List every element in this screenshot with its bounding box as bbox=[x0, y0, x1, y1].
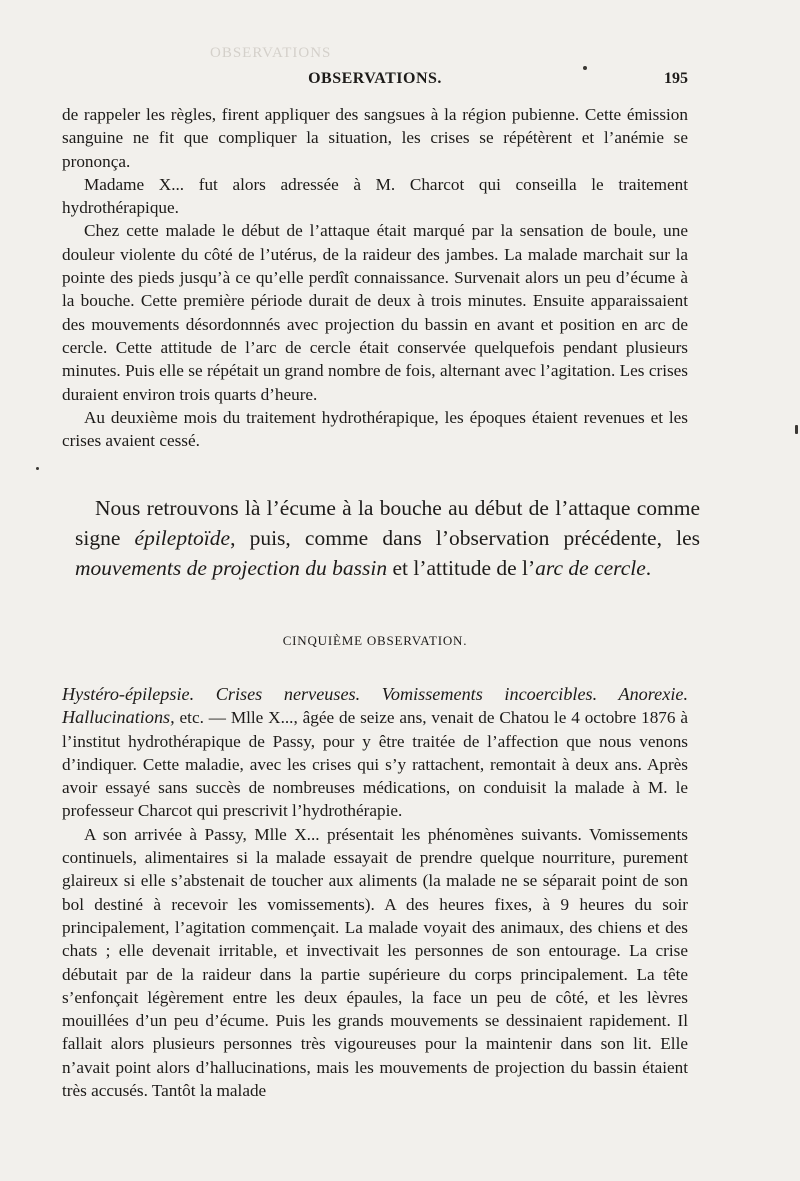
paragraph: A son arrivée à Passy, Mlle X... présentait les phénomènes suivants. Vomissements continuels, alimentaires si la malade essayait de prendre quelque nourriture, purement glaireux si elle s’abstenait de toucher aux aliments (la malade ne se séparait point de son bol destiné à recevoir les vomissements). A des heures fixes, à 9 heures du soir principalement, l’agitation commençait. La malade voyait des animaux, des chiens et des chats ; elle devenait irritable, et invectivait les personnes de son entourage. La crise débutait par de la raideur dans la partie supérieure du corps principalement. La tête s’enfonçait légèrement entre les deux épaules, la face un peu de côté, et les lèvres mouillées d’un peu d’écume. Puis les grands mouvements se dessinaient rapidement. Il fallait alors plusieurs personnes très vigoureuses pour la maintenir dans son lit. Elle n’avait point alors d’hallucinations, mais les mouvements de projection du bassin étaient très accusés. Tantôt la malade bbox=[62, 824, 688, 1101]
running-title: OBSERVATIONS. bbox=[308, 70, 442, 87]
italic-term: mouvements de projection du bassin bbox=[75, 556, 388, 580]
italic-term: arc de cercle bbox=[535, 556, 646, 580]
bleed-through-text: OBSERVATIONS bbox=[210, 45, 332, 61]
paragraph bbox=[75, 493, 700, 583]
text-run: . bbox=[645, 556, 652, 580]
page-number: 195 bbox=[664, 70, 688, 87]
case-title: Hystéro-épilepsie. Crises nerveuses. Vomissements incoercibles. Anorexie. Hallucinations, bbox=[62, 684, 688, 728]
paragraph: Madame X... fut alors adressée à M. Charcot qui conseilla le traitement hydrothérapique. bbox=[62, 174, 688, 218]
text-run: et l’attitude de l’ bbox=[387, 556, 536, 580]
ink-speck bbox=[36, 467, 39, 470]
paragraph: Chez cette malade le début de l’attaque était marqué par la sensation de boule, une douleur violente du côté de l’utérus, de la raideur des jambes. La malade marchait sur la pointe des pieds jusqu’à ce qu’elle perdît connaissance. Survenait alors un peu d’écume à la bouche. Cette première période durait de deux à trois minutes. Ensuite apparaissaient des mouvements désordonnnés avec projection du bassin en avant et position en arc de cercle. Cette attitude de l’arc de cercle était conservée quelquefois pendant plusieurs minutes. Puis elle se répétait un grand nombre de fois, alternant avec l’agitation. Les crises duraient environ trois quarts d’heure. bbox=[62, 221, 688, 404]
text-run: , puis, comme dans l’observation précédente, les bbox=[230, 526, 700, 550]
paragraph: de rappeler les règles, firent appliquer des sangsues à la région pubienne. Cette émission sanguine ne fit que compliquer la situation, les crises se répétèrent et l’anémie se prononça. bbox=[62, 105, 688, 171]
ink-speck bbox=[583, 66, 587, 70]
section-heading: CINQUIÈME OBSERVATION. bbox=[282, 633, 468, 648]
observation-body bbox=[62, 683, 688, 1102]
running-header bbox=[62, 70, 688, 94]
ink-speck bbox=[795, 425, 798, 434]
body-text-continued bbox=[62, 103, 688, 452]
paragraph: Au deuxième mois du traitement hydrothérapique, les époques étaient revenues et les crises avaient cessé. bbox=[62, 407, 688, 451]
paragraph bbox=[62, 683, 688, 823]
text-run: Nous retrouvons là l’écume à la bouche au début de l’attaque comme signe bbox=[75, 496, 700, 550]
commentary-large-text bbox=[75, 493, 700, 583]
italic-term: épileptoïde bbox=[134, 526, 231, 550]
text-run: etc. — Mlle X..., âgée de seize ans, venait de Chatou le 4 octobre 1876 à l’institut hydrothérapique de Passy, pour y être traitée de l’affection que nous venons d’indiquer. Cette maladie, avec les crises qui s’y rattachent, remontait à deux ans. Après avoir essayé sans succès de nombreuses médications, on conduisit la malade à M. le professeur Charcot qui prescrivit l’hydrothérapie. bbox=[62, 708, 688, 821]
